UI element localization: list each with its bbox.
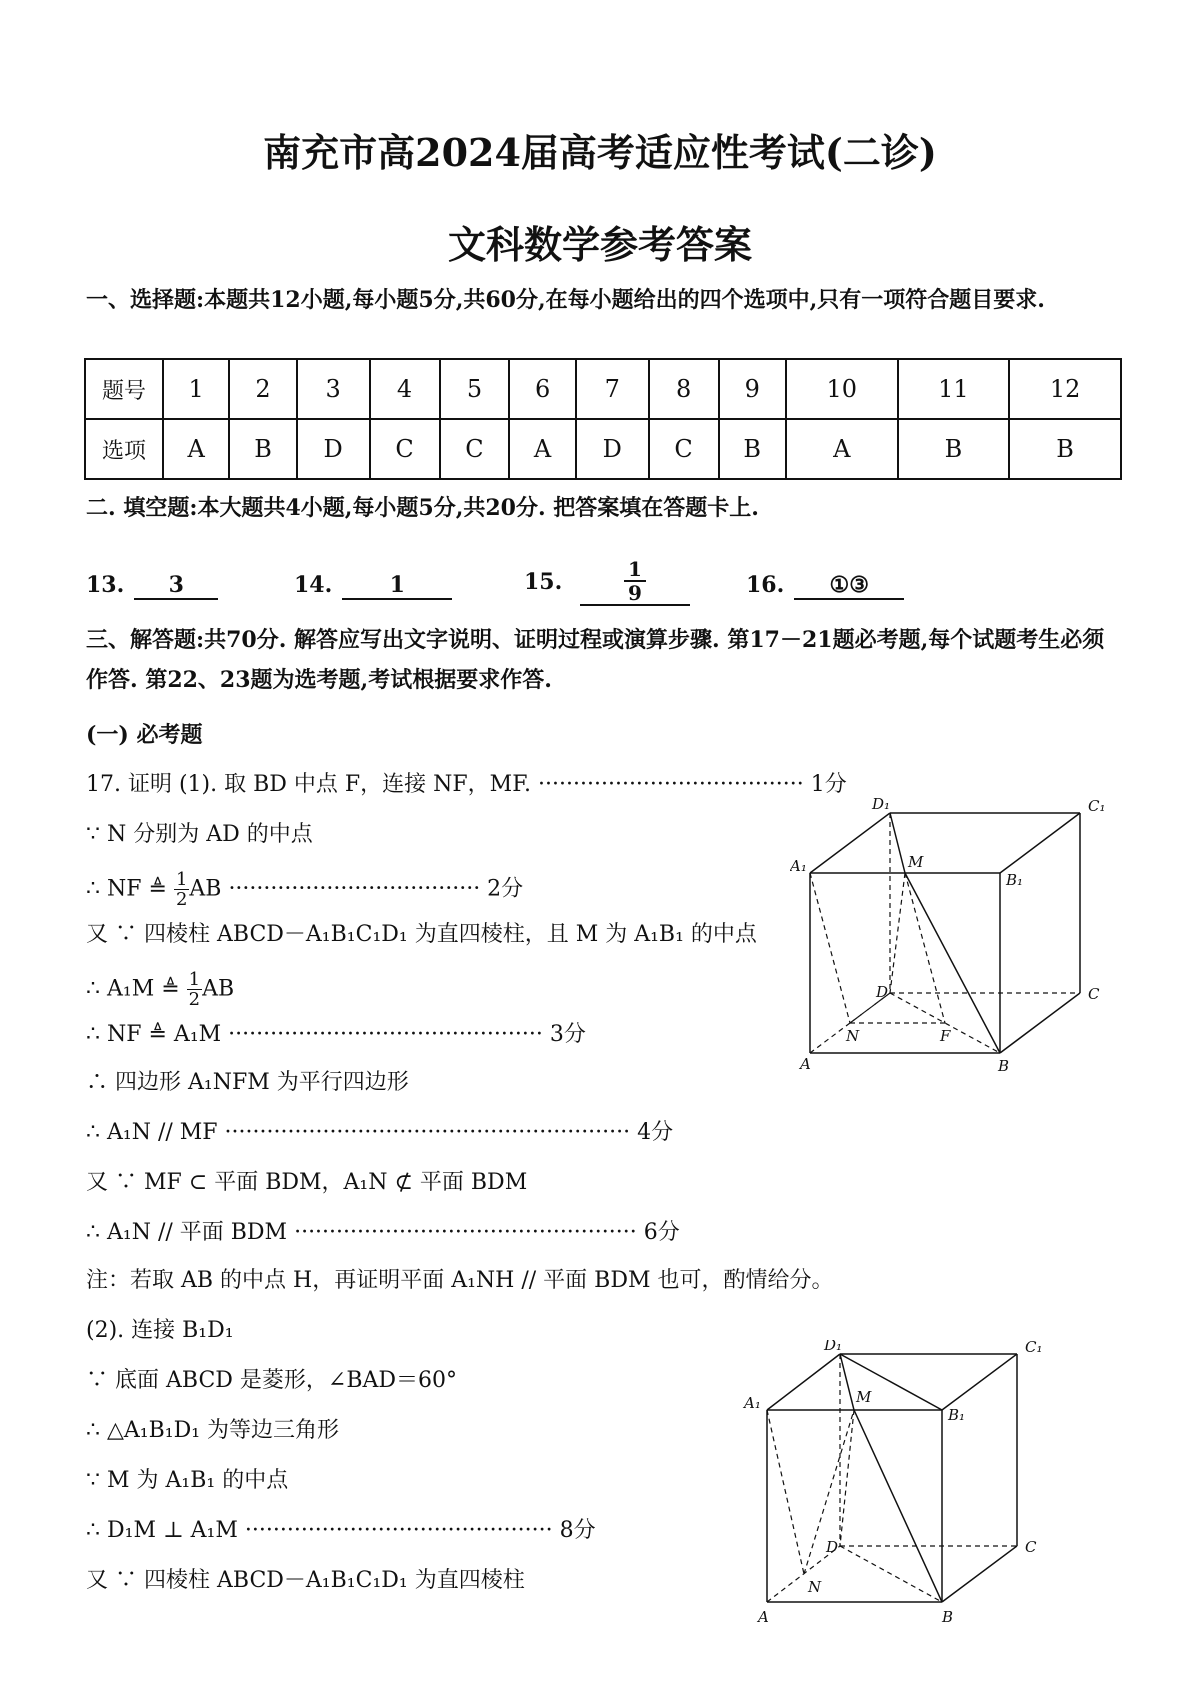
question-number: 9	[719, 359, 786, 419]
vertex-label: C	[1025, 1538, 1037, 1556]
proof-line-prefix: ∴ NF ≜	[86, 876, 174, 902]
fill-14-answer: 1	[342, 572, 452, 600]
proof-line: ∴ NF ≜ A₁M ············································· 3分	[86, 1022, 586, 1047]
proof-line: ∵ 底面 ABCD 是菱形，∠BAD＝60°	[86, 1368, 458, 1393]
fill-15-answer	[580, 558, 690, 606]
fill-16	[746, 572, 904, 600]
answer-cell: A	[509, 419, 575, 479]
question-number: 8	[649, 359, 719, 419]
row-header-question: 题号	[85, 359, 163, 419]
vertex-label: C₁	[1088, 797, 1106, 815]
vertex-label: B₁	[948, 1406, 966, 1424]
question-number: 4	[370, 359, 440, 419]
page-title: 南充市高2024届高考适应性考试(二诊)	[263, 130, 937, 175]
question-number: 3	[297, 359, 370, 419]
fill-14-number: 14.	[294, 572, 333, 598]
fill-16-number: 16.	[746, 572, 785, 598]
fraction	[174, 870, 189, 909]
answer-cell: D	[297, 419, 370, 479]
answer-cell: B	[898, 419, 1010, 479]
fraction-numerator: 1	[175, 869, 188, 890]
question-number: 12	[1009, 359, 1121, 419]
fill-15-number: 15.	[524, 569, 563, 595]
vertex-label: N	[808, 1578, 822, 1596]
fill-14	[294, 572, 452, 600]
proof-line-suffix: AB ···································· 2分	[189, 876, 524, 902]
question-number: 5	[440, 359, 510, 419]
proof-line	[86, 870, 523, 909]
answer-cell: A	[163, 419, 229, 479]
answer-cell: C	[440, 419, 510, 479]
vertex-label: D₁	[824, 1340, 843, 1354]
fraction-denominator: 2	[175, 889, 188, 910]
proof-line: ∴ △A₁B₁D₁ 为等边三角形	[86, 1418, 340, 1443]
vertex-label: D	[826, 1538, 839, 1556]
fill-15-fraction	[624, 558, 646, 604]
page-subtitle: 文科数学参考答案	[447, 222, 752, 267]
section3-subheading: (一) 必考题	[86, 722, 203, 748]
fill-13-number: 13.	[86, 572, 125, 598]
answer-table	[84, 358, 1122, 480]
vertex-label: B	[998, 1057, 1010, 1075]
question-number: 10	[786, 359, 898, 419]
section1-heading: 一、选择题:本题共12小题,每小题5分,共60分,在每小题给出的四个选项中,只有一项符合题目要求.	[86, 287, 1045, 313]
prism-figure-2	[742, 1340, 1082, 1640]
answer-cell: D	[576, 419, 649, 479]
question-number: 2	[229, 359, 296, 419]
prism-figure-1	[790, 795, 1110, 1075]
section3-heading: 三、解答题:共70分. 解答应写出文字说明、证明过程或演算步骤. 第17－21题必考题,每个试题考生必须作答. 第22、23题为选考题,考试根据要求作答.	[86, 627, 1105, 693]
proof-line	[86, 970, 234, 1009]
proof-line: ∴ D₁M ⊥ A₁M ············································ 8分	[86, 1518, 596, 1543]
proof-line: 注：若取 AB 的中点 H，再证明平面 A₁NH // 平面 BDM 也可，酌情给分。	[86, 1268, 834, 1293]
table-row	[85, 359, 1121, 419]
section2-heading: 二. 填空题:本大题共4小题,每小题5分,共20分. 把答案填在答题卡上.	[86, 495, 759, 521]
proof-line: ∴ A₁N // 平面 BDM ················································· 6分	[86, 1220, 680, 1245]
fill-16-answer: ①③	[794, 572, 904, 600]
fill-13-answer: 3	[134, 572, 218, 600]
table-row	[85, 419, 1121, 479]
row-header-answer: 选项	[85, 419, 163, 479]
vertex-label: N	[846, 1027, 860, 1045]
proof-line-prefix: ∴ A₁M ≜	[86, 976, 187, 1002]
answer-cell: B	[719, 419, 786, 479]
vertex-label: A	[800, 1055, 811, 1073]
proof-line: 17. 证明 (1). 取 BD 中点 F，连接 NF，MF. ······································ 1分	[86, 772, 847, 797]
question-number: 1	[163, 359, 229, 419]
vertex-label: C	[1088, 985, 1100, 1003]
vertex-label: D₁	[872, 795, 891, 813]
vertex-label: B	[942, 1608, 954, 1626]
proof-line: 又 ∵ MF ⊂ 平面 BDM，A₁N ⊄ 平面 BDM	[86, 1170, 528, 1195]
fill-15-numerator: 1	[624, 558, 646, 582]
answer-cell: C	[649, 419, 719, 479]
proof-line-suffix: AB	[202, 976, 235, 1002]
vertex-label: D	[876, 983, 889, 1001]
vertex-label: F	[940, 1027, 951, 1045]
question-number: 6	[509, 359, 575, 419]
proof-line: ∵ M 为 A₁B₁ 的中点	[86, 1468, 289, 1493]
fraction	[187, 970, 202, 1009]
vertex-label: M	[908, 853, 924, 871]
answer-cell: A	[786, 419, 898, 479]
proof-line: 又 ∵ 四棱柱 ABCD－A₁B₁C₁D₁ 为直四棱柱，且 M 为 A₁B₁ 的中点	[86, 922, 757, 947]
vertex-label: M	[856, 1388, 872, 1406]
vertex-label: A	[758, 1608, 769, 1626]
vertex-label: C₁	[1025, 1340, 1043, 1356]
proof-line: ∴ 四边形 A₁NFM 为平行四边形	[86, 1070, 409, 1095]
fill-15-denominator: 9	[627, 581, 642, 605]
vertex-label: A₁	[744, 1394, 761, 1412]
proof-line: ∴ A₁N // MF ·························································· 4分	[86, 1120, 674, 1145]
fill-15	[524, 558, 690, 606]
answer-cell: C	[370, 419, 440, 479]
answer-cell: B	[1009, 419, 1121, 479]
question-number: 11	[898, 359, 1010, 419]
fraction-numerator: 1	[188, 969, 201, 990]
vertex-label: B₁	[1006, 871, 1024, 889]
proof-line: ∵ N 分别为 AD 的中点	[86, 822, 313, 847]
proof-line: (2). 连接 B₁D₁	[86, 1318, 234, 1343]
fill-13	[86, 572, 218, 600]
answer-cell: B	[229, 419, 296, 479]
vertex-label: A₁	[790, 857, 807, 875]
question-number: 7	[576, 359, 649, 419]
proof-line: 又 ∵ 四棱柱 ABCD－A₁B₁C₁D₁ 为直四棱柱	[86, 1568, 525, 1593]
fraction-denominator: 2	[188, 989, 201, 1010]
